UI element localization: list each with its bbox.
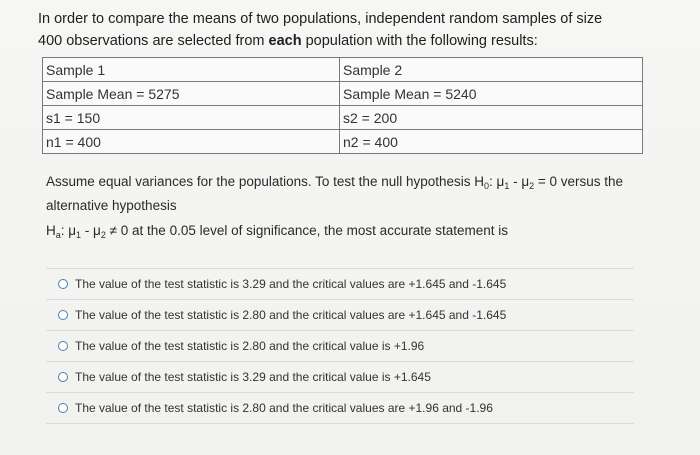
alternative-tail: 0 at the 0.05 level of significance, the most accurate statement is [120,223,508,238]
null-hypothesis-text: Assume equal variances for the populations. To test the null hypothesis $H_0$: $\mu_1 - \mu_2 = 0$ versus the alternative hypothesis [46,174,624,213]
answer-option-4[interactable] [46,362,634,393]
intro-bold-word: each [268,33,302,49]
radio-icon[interactable] [58,279,68,289]
sample1-size: n1 = 400 [43,130,340,154]
intro-line-2: 400 observations are selected from [38,33,269,49]
answer-options [46,268,634,424]
table-row [43,130,643,154]
answer-option-1[interactable] [46,269,634,300]
answer-option-label: The value of the test statistic is 2.80 and the critical values are +1.645 and -1.645 [75,308,507,322]
answer-option-label: The value of the test statistic is 2.80 and the critical values are +1.96 and -1.96 [75,401,493,415]
sample2-sd: s2 = 200 [340,106,643,130]
table-row [43,58,643,82]
hypothesis-tail: 0 versus the alternative hypothesis [46,174,624,213]
radio-icon[interactable] [58,310,68,320]
radio-icon[interactable] [58,341,68,351]
alternative-hypothesis-text: $H_a$: $\mu_1 - \mu_2 \ne 0$ at the 0.05 level of significance, the most accurate statement is [46,223,508,240]
answer-option-label: The value of the test statistic is 3.29 and the critical value is +1.645 [75,370,431,384]
table-row [43,82,643,106]
sample2-mean: Sample Mean = 5240 [340,82,643,106]
radio-icon[interactable] [58,372,68,382]
answer-option-5[interactable] [46,393,634,424]
question-intro [38,8,638,52]
answer-option-label: The value of the test statistic is 2.80 and the critical value is +1.96 [75,339,425,353]
intro-line-1: In order to compare the means of two populations, independent random samples of size [38,11,603,27]
sample2-header: Sample 2 [340,58,643,82]
intro-line-2-end: population with the following results: [301,33,538,49]
answer-option-2[interactable] [46,300,634,331]
hypothesis-lead: Assume equal variances for the populations. To test the null hypothesis H [46,174,485,189]
samples-table [42,57,643,154]
sample2-size: n2 = 400 [340,130,643,154]
answer-option-3[interactable] [46,331,634,362]
answer-option-label: The value of the test statistic is 3.29 and the critical values are +1.645 and -1.645 [75,277,507,291]
sample1-header: Sample 1 [43,58,340,82]
radio-icon[interactable] [58,403,68,413]
sample1-mean: Sample Mean = 5275 [43,82,340,106]
sample1-sd: s1 = 150 [43,106,340,130]
table-row [43,106,643,130]
